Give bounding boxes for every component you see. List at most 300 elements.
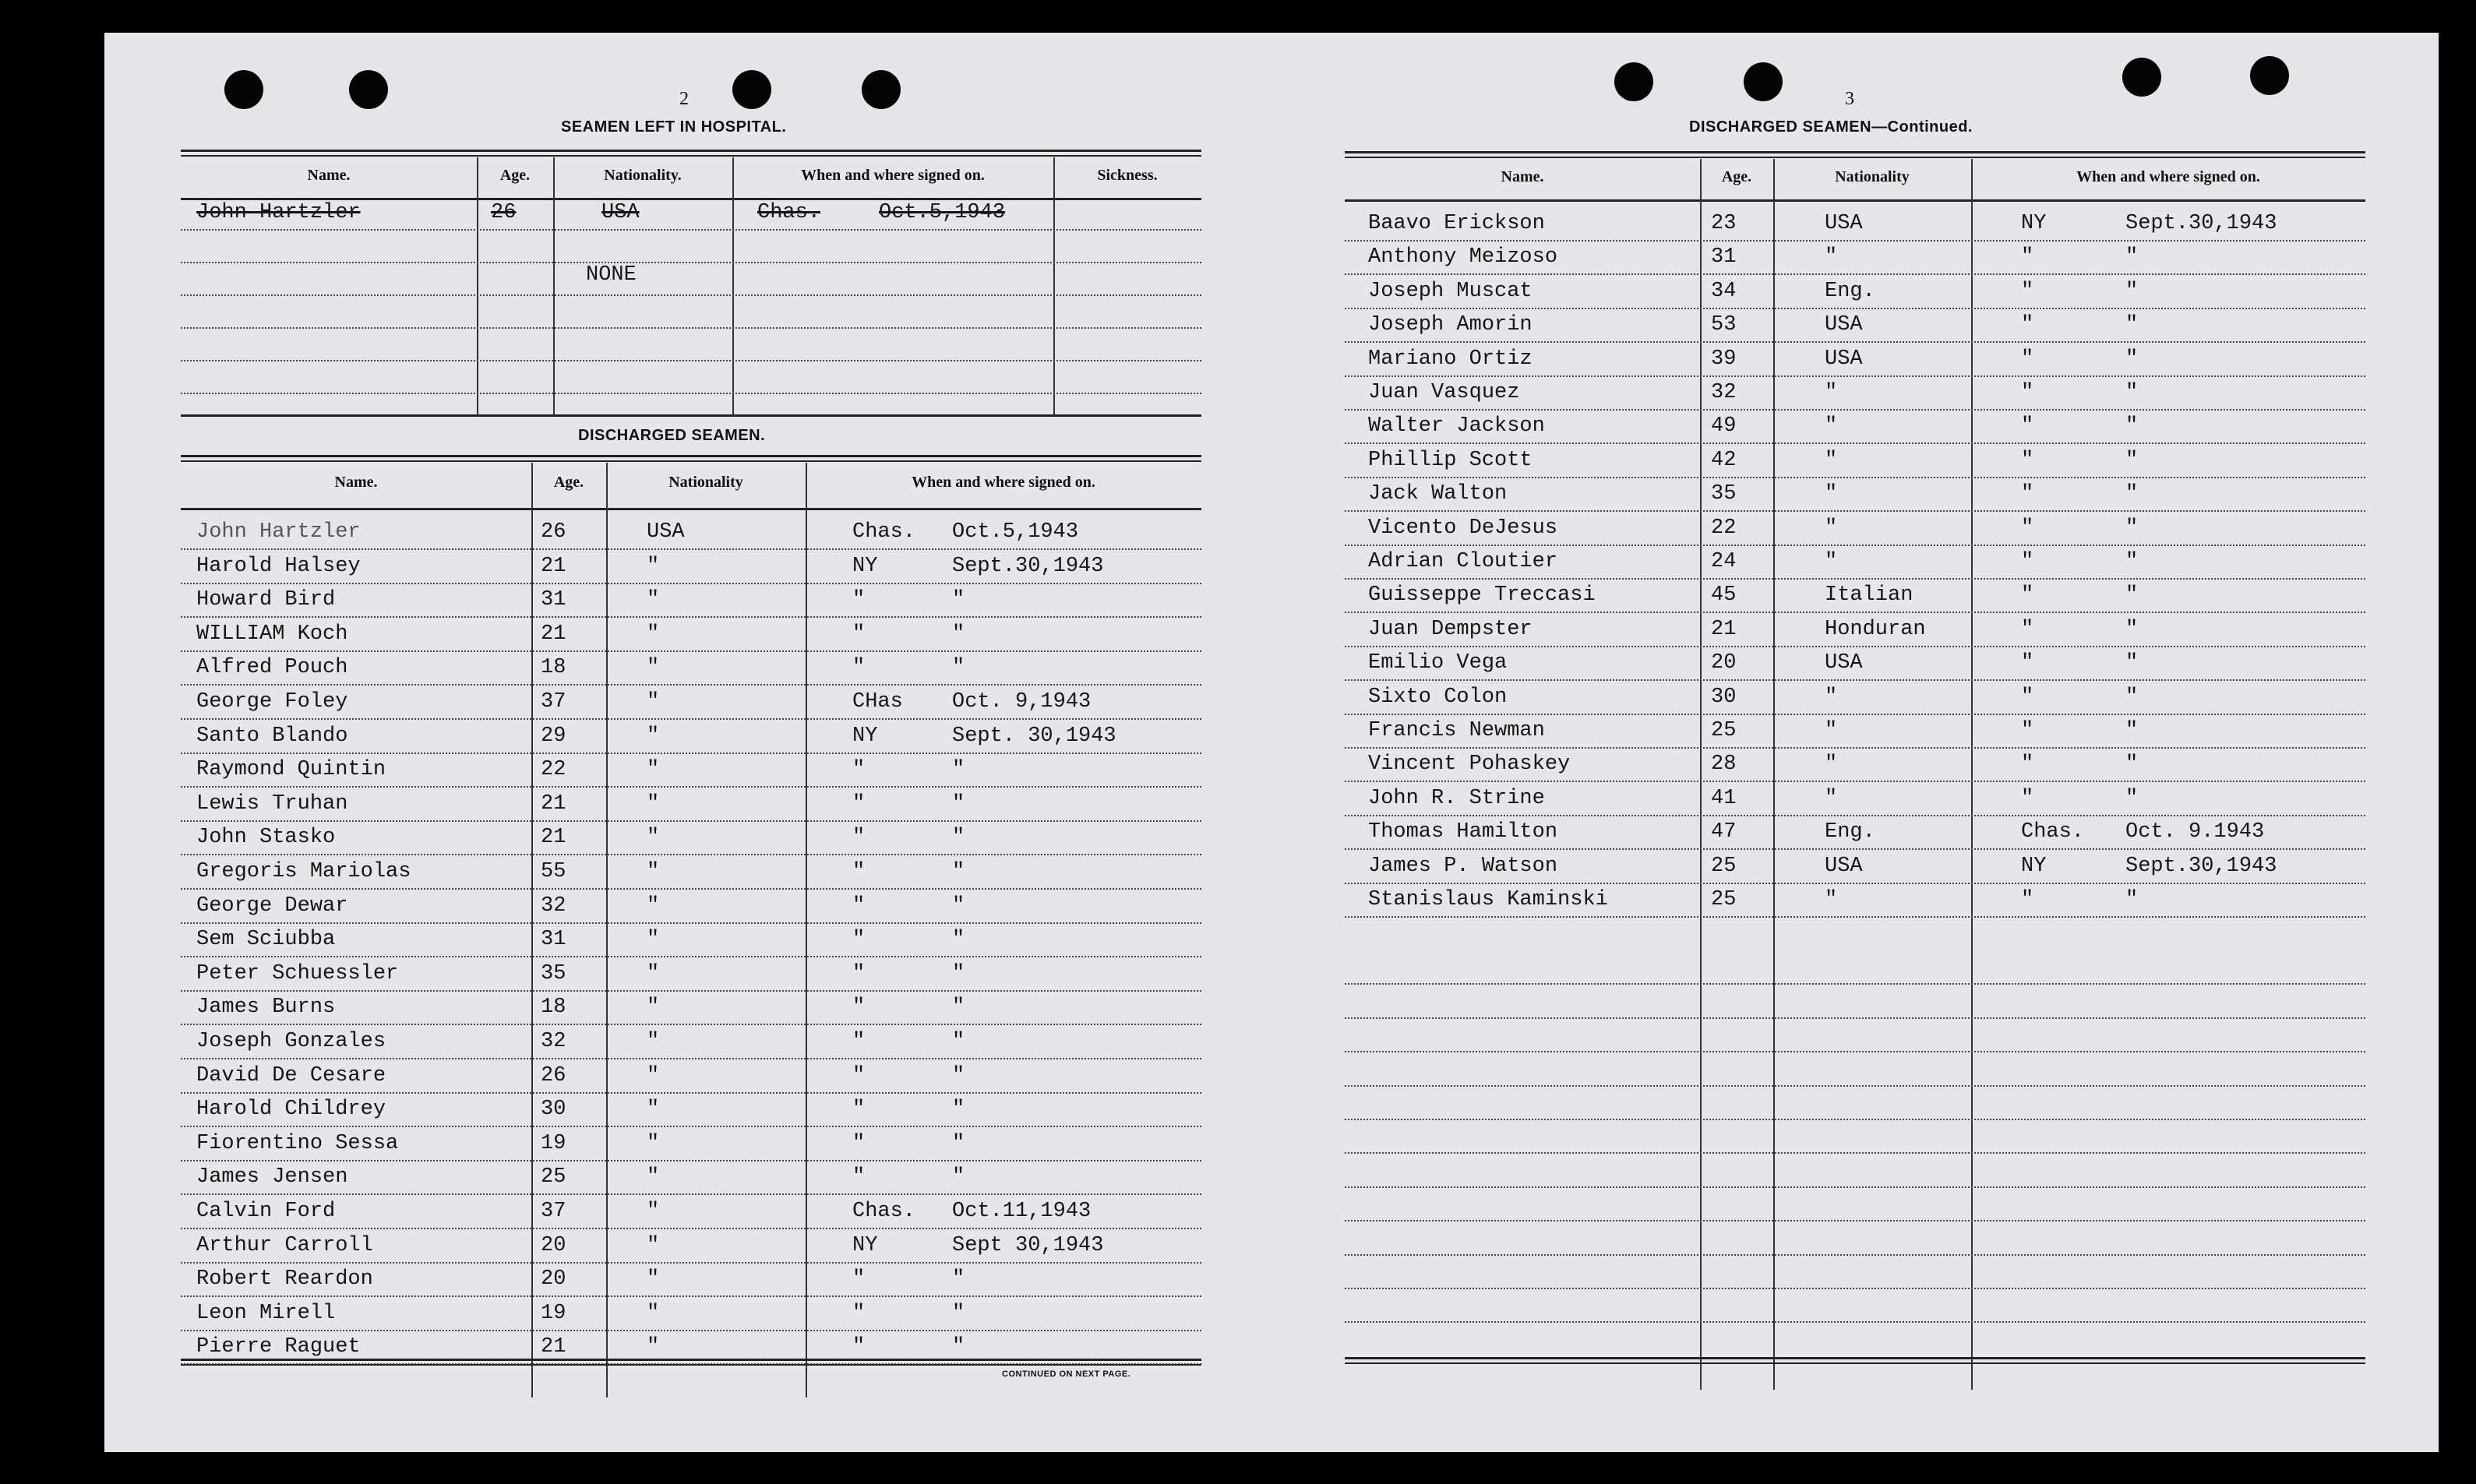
signed-on-date: Sept 30,1943 <box>952 1233 1104 1257</box>
seaman-name: Joseph Amorin <box>1368 313 1533 337</box>
seaman-nationality: USA <box>1825 347 1863 371</box>
seaman-age: 35 <box>1711 482 1737 506</box>
seaman-name: Vincent Pohaskey <box>1368 753 1571 777</box>
seaman-nationality: Honduran <box>1825 617 1926 641</box>
seaman-nationality: " <box>1825 482 1838 506</box>
signed-on-place: " <box>852 1030 866 1053</box>
signed-on-place: " <box>852 1063 866 1087</box>
seaman-age: 45 <box>1711 583 1737 608</box>
column-header: When and where signed on. <box>801 167 985 184</box>
signed-on-place: " <box>2021 888 2034 911</box>
seaman-name: Juan Dempster <box>1368 617 1533 641</box>
seaman-age: 23 <box>1711 212 1737 235</box>
seaman-name: Juan Vasquez <box>1368 381 1520 404</box>
page-number: 3 <box>1845 89 1854 109</box>
row-rule <box>181 956 1201 957</box>
row-rule <box>1345 1119 2365 1120</box>
seaman-nationality: " <box>647 961 660 985</box>
signed-on-date: " <box>2125 550 2139 573</box>
signed-on-place: " <box>2021 786 2034 810</box>
seaman-nationality: " <box>647 1063 660 1087</box>
signed-on-place: " <box>2021 313 2034 337</box>
row-rule <box>181 327 1201 329</box>
punch-hole <box>2250 56 2289 95</box>
struck-nationality: USA <box>601 201 640 224</box>
seaman-nationality: " <box>647 656 660 680</box>
row-rule <box>1345 510 2365 512</box>
signed-on-place: " <box>2021 719 2034 742</box>
seaman-nationality: " <box>647 724 660 748</box>
seaman-name: Sem Sciubba <box>196 928 336 952</box>
seaman-age: 31 <box>541 928 566 952</box>
row-rule <box>181 1228 1201 1229</box>
signed-on-date: " <box>2125 617 2139 641</box>
seaman-age: 20 <box>541 1233 566 1257</box>
seaman-age: 39 <box>1711 347 1737 371</box>
seaman-nationality: " <box>1825 414 1838 439</box>
signed-on-date: " <box>2125 651 2139 675</box>
seaman-age: 37 <box>541 690 566 714</box>
signed-on-place: " <box>852 996 866 1020</box>
seaman-nationality: " <box>647 860 660 883</box>
row-rule <box>1345 1085 2365 1087</box>
seaman-age: 21 <box>1711 617 1737 641</box>
seaman-nationality: USA <box>1825 212 1863 235</box>
row-rule <box>181 1330 1201 1331</box>
seaman-age: 18 <box>541 656 566 680</box>
signed-on-place: " <box>852 1098 866 1122</box>
seaman-name: Joseph Muscat <box>1368 279 1533 303</box>
column-header: Age. <box>553 474 584 491</box>
seaman-nationality: " <box>1825 685 1838 709</box>
row-rule <box>1345 983 2365 985</box>
seaman-name: Guisseppe Treccasi <box>1368 583 1596 608</box>
seaman-name: George Dewar <box>196 894 348 918</box>
signed-on-date: " <box>952 1301 965 1325</box>
seaman-age: 19 <box>541 1131 566 1155</box>
row-rule <box>181 294 1201 296</box>
signed-on-place: NY <box>2021 212 2047 235</box>
seaman-nationality: " <box>647 1233 660 1257</box>
seaman-name: Arthur Carroll <box>196 1233 373 1257</box>
signed-on-place: " <box>2021 347 2034 371</box>
seaman-nationality: " <box>647 1030 660 1053</box>
row-rule <box>1345 1017 2365 1019</box>
seaman-name: John R. Strine <box>1368 786 1545 810</box>
seaman-age: 21 <box>541 826 566 850</box>
row-rule <box>1345 1321 2365 1323</box>
signed-on-date: " <box>2125 888 2139 911</box>
row-rule <box>181 922 1201 924</box>
punch-hole <box>1614 62 1653 101</box>
row-rule <box>1345 916 2365 918</box>
row-rule <box>181 1160 1201 1161</box>
punch-hole <box>349 70 388 109</box>
row-rule <box>181 1058 1201 1059</box>
punch-hole <box>2122 58 2161 97</box>
signed-on-place: " <box>2021 448 2034 472</box>
seaman-age: 30 <box>541 1098 566 1122</box>
seaman-nationality: " <box>1825 786 1838 810</box>
signed-on-place: " <box>2021 617 2034 641</box>
column-divider <box>1700 159 1702 1390</box>
seaman-nationality: " <box>647 554 660 578</box>
struck-place: Chas. <box>757 201 821 224</box>
seaman-age: 25 <box>541 1165 566 1190</box>
row-rule <box>1345 1152 2365 1154</box>
seaman-age: 55 <box>541 860 566 883</box>
seaman-nationality: " <box>647 1098 660 1122</box>
table-top-rule <box>181 150 1201 157</box>
signed-on-date: " <box>952 860 965 883</box>
struck-age: 26 <box>491 201 517 224</box>
seaman-age: 35 <box>541 961 566 985</box>
seaman-nationality: " <box>647 622 660 646</box>
seaman-age: 32 <box>541 1030 566 1053</box>
signed-on-date: " <box>2125 279 2139 303</box>
row-rule <box>1345 477 2365 478</box>
signed-on-date: " <box>2125 786 2139 810</box>
row-rule <box>181 753 1201 754</box>
seaman-name: Lewis Truhan <box>196 791 348 816</box>
seaman-age: 37 <box>541 1200 566 1223</box>
seaman-name: David De Cesare <box>196 1063 386 1087</box>
seaman-age: 47 <box>1711 820 1737 844</box>
signed-on-place: " <box>2021 414 2034 439</box>
signed-on-date: Sept.30,1943 <box>2125 212 2277 235</box>
row-rule <box>1345 848 2365 850</box>
column-divider <box>732 157 734 414</box>
signed-on-date: Oct.11,1943 <box>952 1200 1092 1223</box>
seaman-name: Pierre Raguet <box>196 1335 361 1359</box>
seaman-nationality: " <box>647 791 660 816</box>
signed-on-place: " <box>852 622 866 646</box>
row-rule <box>1345 375 2365 377</box>
signed-on-date: " <box>952 996 965 1020</box>
seaman-name: Francis Newman <box>1368 719 1545 742</box>
seaman-name: WILLIAM Koch <box>196 622 348 646</box>
signed-on-date: " <box>952 826 965 850</box>
signed-on-place: " <box>2021 482 2034 506</box>
row-rule <box>1345 679 2365 681</box>
signed-on-place: NY <box>852 724 878 748</box>
signed-on-date: Sept. 30,1943 <box>952 724 1116 748</box>
seaman-age: 34 <box>1711 279 1737 303</box>
row-rule <box>181 888 1201 890</box>
signed-on-place: " <box>2021 685 2034 709</box>
seaman-name: Stanislaus Kaminski <box>1368 888 1608 911</box>
signed-on-place: " <box>2021 279 2034 303</box>
row-rule <box>181 650 1201 652</box>
signed-on-place: " <box>852 961 866 985</box>
row-rule <box>1345 1288 2365 1289</box>
seaman-age: 42 <box>1711 448 1737 472</box>
seaman-nationality: USA <box>1825 854 1863 878</box>
signed-on-place: NY <box>2021 854 2047 878</box>
row-rule <box>181 854 1201 855</box>
seaman-name: James Burns <box>196 996 336 1020</box>
row-rule <box>1345 747 2365 749</box>
seaman-age: 25 <box>1711 888 1737 911</box>
signed-on-date: " <box>952 1063 965 1087</box>
row-rule <box>1345 273 2365 275</box>
signed-on-place: CHas <box>852 690 903 714</box>
column-divider <box>806 463 807 1398</box>
column-header: When and where signed on. <box>2076 168 2260 185</box>
signed-on-date: Oct. 9,1943 <box>952 690 1092 714</box>
seaman-name: Emilio Vega <box>1368 651 1508 675</box>
seaman-name: Vicento DeJesus <box>1368 516 1558 540</box>
signed-on-date: " <box>952 1335 965 1359</box>
signed-on-place: NY <box>852 1233 878 1257</box>
row-rule <box>1345 1051 2365 1052</box>
row-rule <box>1345 612 2365 613</box>
struck-date: Oct.5,1943 <box>879 201 1006 224</box>
seaman-age: 18 <box>541 996 566 1020</box>
seaman-age: 30 <box>1711 685 1737 709</box>
signed-on-place: Chas. <box>2021 820 2085 844</box>
column-divider <box>1971 159 1973 1390</box>
seaman-name: James P. Watson <box>1368 854 1558 878</box>
seaman-name: Harold Halsey <box>196 554 361 578</box>
signed-on-place: " <box>852 1267 866 1292</box>
page-number: 2 <box>679 89 689 109</box>
seaman-age: 53 <box>1711 313 1737 337</box>
hospital-section-title: SEAMEN LEFT IN HOSPITAL. <box>561 118 787 136</box>
column-header: Nationality <box>668 474 743 491</box>
seaman-age: 19 <box>541 1301 566 1325</box>
seaman-nationality: Eng. <box>1825 820 1875 844</box>
seaman-age: 49 <box>1711 414 1737 439</box>
seaman-nationality: " <box>1825 550 1838 573</box>
seaman-age: 32 <box>1711 381 1737 404</box>
signed-on-place: " <box>852 1301 866 1325</box>
row-rule <box>181 262 1201 263</box>
seaman-age: 31 <box>1711 245 1737 270</box>
signed-on-date: " <box>952 1098 965 1122</box>
column-divider <box>553 157 555 414</box>
seaman-nationality: " <box>647 588 660 612</box>
signed-on-place: " <box>2021 583 2034 608</box>
seaman-nationality: " <box>1825 448 1838 472</box>
row-rule <box>1345 815 2365 816</box>
signed-on-place: " <box>2021 753 2034 777</box>
seaman-nationality: " <box>1825 245 1838 270</box>
signed-on-date: " <box>952 1165 965 1190</box>
seaman-nationality: " <box>647 1131 660 1155</box>
seaman-nationality: " <box>647 1335 660 1359</box>
row-rule <box>181 1295 1201 1297</box>
signed-on-date: " <box>952 622 965 646</box>
signed-on-date: " <box>2125 245 2139 270</box>
row-rule <box>1345 409 2365 411</box>
seaman-name: Fiorentino Sessa <box>196 1131 399 1155</box>
row-rule <box>1345 883 2365 884</box>
signed-on-place: " <box>852 791 866 816</box>
column-header: Nationality. <box>604 167 682 184</box>
seaman-nationality: " <box>647 1200 660 1223</box>
discharged-section-title: DISCHARGED SEAMEN. <box>578 427 766 444</box>
signed-on-date: " <box>952 588 965 612</box>
signed-on-place: " <box>852 1165 866 1190</box>
row-rule <box>1345 646 2365 647</box>
signed-on-place: " <box>2021 245 2034 270</box>
column-divider <box>477 157 478 414</box>
column-header: Age. <box>1721 168 1752 185</box>
seaman-name: Adrian Cloutier <box>1368 550 1558 573</box>
seaman-nationality: " <box>1825 888 1838 911</box>
seaman-nationality: Eng. <box>1825 279 1875 303</box>
column-divider <box>606 463 608 1398</box>
signed-on-date: " <box>952 656 965 680</box>
signed-on-place: " <box>852 758 866 782</box>
seaman-nationality: " <box>647 758 660 782</box>
row-rule <box>1345 714 2365 715</box>
row-rule <box>1345 442 2365 444</box>
seaman-name: Harold Childrey <box>196 1098 386 1122</box>
row-rule <box>181 1193 1201 1195</box>
seaman-nationality: " <box>1825 719 1838 742</box>
signed-on-date: " <box>952 894 965 918</box>
seaman-age: 21 <box>541 1335 566 1359</box>
signed-on-place: Chas. <box>852 520 916 544</box>
seaman-nationality: " <box>1825 753 1838 777</box>
signed-on-place: " <box>852 860 866 883</box>
column-divider <box>1053 157 1055 414</box>
seaman-age: 26 <box>541 520 566 544</box>
seaman-name: Santo Blando <box>196 724 348 748</box>
column-header: Name. <box>307 167 351 184</box>
seaman-age: 21 <box>541 554 566 578</box>
signed-on-place: " <box>2021 381 2034 404</box>
signed-on-place: " <box>852 1335 866 1359</box>
seaman-age: 20 <box>1711 651 1737 675</box>
signed-on-date: " <box>2125 482 2139 506</box>
signed-on-place: " <box>2021 651 2034 675</box>
seaman-nationality: USA <box>1825 651 1863 675</box>
seaman-name: Phillip Scott <box>1368 448 1533 472</box>
row-rule <box>1345 578 2365 580</box>
column-header: When and where signed on. <box>912 474 1095 491</box>
row-rule <box>1345 240 2365 241</box>
column-divider <box>1773 159 1775 1390</box>
seaman-age: 28 <box>1711 753 1737 777</box>
seaman-nationality: " <box>647 690 660 714</box>
row-rule <box>181 360 1201 361</box>
signed-on-place: Chas. <box>852 1200 916 1223</box>
seaman-age: 22 <box>1711 516 1737 540</box>
seaman-age: 31 <box>541 588 566 612</box>
seaman-name: Calvin Ford <box>196 1200 336 1223</box>
row-rule <box>181 820 1201 822</box>
seaman-nationality: " <box>647 928 660 952</box>
seaman-age: 32 <box>541 894 566 918</box>
signed-on-place: " <box>852 656 866 680</box>
seaman-name: Mariano Ortiz <box>1368 347 1533 371</box>
section-rule <box>181 414 1201 417</box>
seaman-name: John Hartzler <box>196 520 361 544</box>
row-rule <box>1345 1220 2365 1221</box>
seaman-age: 20 <box>541 1267 566 1292</box>
seaman-nationality: USA <box>647 520 685 544</box>
document-sheet <box>104 33 2439 1452</box>
row-rule <box>1345 341 2365 343</box>
row-rule <box>181 393 1201 394</box>
seaman-name: Baavo Erickson <box>1368 212 1545 235</box>
seaman-name: Sixto Colon <box>1368 685 1508 709</box>
signed-on-date: " <box>2125 381 2139 404</box>
signed-on-date: " <box>952 758 965 782</box>
seaman-age: 24 <box>1711 550 1737 573</box>
column-divider <box>531 463 533 1398</box>
signed-on-date: " <box>952 1267 965 1292</box>
signed-on-date: " <box>2125 313 2139 337</box>
seaman-name: John Stasko <box>196 826 336 850</box>
signed-on-place: " <box>852 1131 866 1155</box>
signed-on-date: " <box>952 928 965 952</box>
seaman-age: 21 <box>541 622 566 646</box>
seaman-name: Alfred Pouch <box>196 656 348 680</box>
seaman-age: 26 <box>541 1063 566 1087</box>
seaman-name: Gregoris Mariolas <box>196 860 411 883</box>
seaman-age: 25 <box>1711 719 1737 742</box>
signed-on-date: " <box>2125 719 2139 742</box>
signed-on-place: " <box>2021 516 2034 540</box>
row-rule <box>1345 1186 2365 1188</box>
seaman-name: Jack Walton <box>1368 482 1508 506</box>
seaman-age: 41 <box>1711 786 1737 810</box>
struck-name: John Hartzler <box>196 201 361 224</box>
header-bottom-rule <box>1345 199 2365 202</box>
signed-on-date: " <box>2125 753 2139 777</box>
row-rule <box>181 548 1201 550</box>
seaman-name: Robert Reardon <box>196 1267 373 1292</box>
seaman-name: Howard Bird <box>196 588 336 612</box>
seaman-nationality: " <box>1825 516 1838 540</box>
seaman-nationality: USA <box>1825 313 1863 337</box>
seaman-nationality: Italian <box>1825 583 1913 608</box>
signed-on-date: " <box>952 1131 965 1155</box>
seaman-nationality: " <box>647 826 660 850</box>
row-rule <box>1345 308 2365 309</box>
signed-on-date: " <box>952 1030 965 1053</box>
signed-on-place: " <box>852 894 866 918</box>
seaman-nationality: " <box>647 1267 660 1292</box>
column-header: Name. <box>1501 168 1544 185</box>
seaman-name: Joseph Gonzales <box>196 1030 386 1053</box>
signed-on-place: " <box>2021 550 2034 573</box>
table-bottom-rule <box>181 1359 1201 1366</box>
column-header: Sickness. <box>1097 167 1158 184</box>
punch-hole <box>862 70 901 109</box>
signed-on-place: " <box>852 588 866 612</box>
continued-note: CONTINUED ON NEXT PAGE. <box>1002 1369 1131 1379</box>
table-top-rule <box>181 455 1201 462</box>
signed-on-place: " <box>852 826 866 850</box>
seaman-nationality: " <box>647 1165 660 1190</box>
seaman-age: 29 <box>541 724 566 748</box>
discharged-continued-title: DISCHARGED SEAMEN—Continued. <box>1689 118 1973 136</box>
none-text: NONE <box>586 263 637 287</box>
punch-hole <box>224 70 263 109</box>
header-bottom-rule <box>181 198 1201 200</box>
row-rule <box>1345 545 2365 546</box>
punch-hole <box>732 70 771 109</box>
row-rule <box>181 1262 1201 1264</box>
seaman-name: Leon Mirell <box>196 1301 336 1325</box>
table-top-rule <box>1345 151 2365 158</box>
row-rule <box>1345 781 2365 782</box>
